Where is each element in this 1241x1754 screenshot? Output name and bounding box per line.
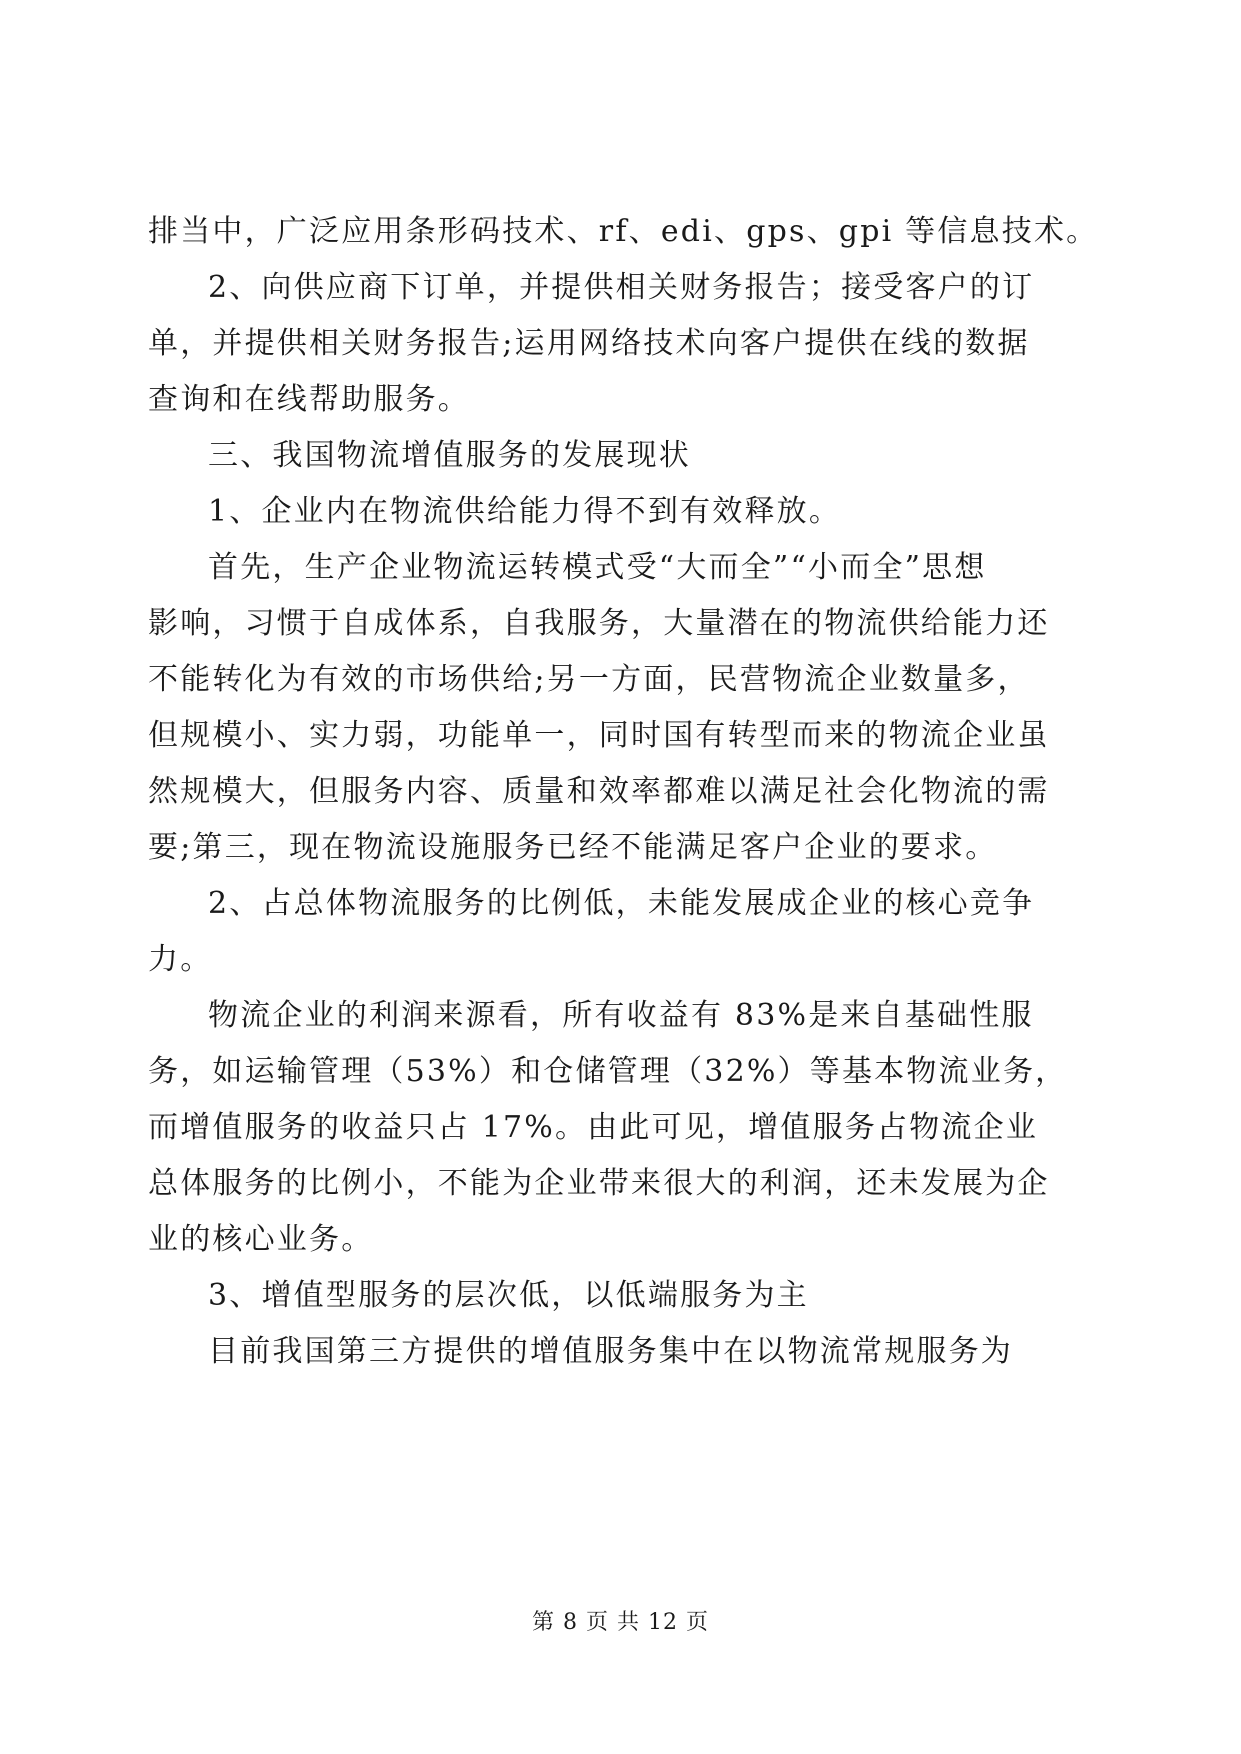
text-line: 然规模大，但服务内容、质量和效率都难以满足社会化物流的需 — [148, 774, 1050, 809]
text-line: 要;第三，现在物流设施服务已经不能满足客户企业的要求。 — [148, 830, 998, 865]
text-line: 物流企业的利润来源看，所有收益有 83%是来自基础性服 — [208, 998, 1034, 1033]
text-line: 业的核心业务。 — [148, 1222, 374, 1257]
subheading: 2、占总体物流服务的比例低，未能发展成企业的核心竞争 — [208, 886, 1035, 921]
text-line: 单，并提供相关财务报告;运用网络技术向客户提供在线的数据 — [148, 326, 1030, 361]
text-line: 而增值服务的收益只占 17%。由此可见，增值服务占物流企业 — [148, 1110, 1039, 1145]
text-line: 排当中，广泛应用条形码技术、rf、edi、gps、gpi 等信息技术。 — [148, 214, 1099, 249]
section-heading: 三、我国物流增值服务的发展现状 — [208, 438, 691, 473]
subheading: 力。 — [148, 942, 213, 977]
page-number-footer: 第 8 页 共 12 页 — [532, 1610, 709, 1635]
text-line: 目前我国第三方提供的增值服务集中在以物流常规服务为 — [208, 1334, 1013, 1369]
text-line: 影响，习惯于自成体系，自我服务，大量潜在的物流供给能力还 — [148, 606, 1050, 641]
text-line: 但规模小、实力弱，功能单一，同时国有转型而来的物流企业虽 — [148, 718, 1050, 753]
text-line: 务，如运输管理（53%）和仓储管理（32%）等基本物流业务， — [148, 1054, 1068, 1089]
text-line: 不能转化为有效的市场供给;另一方面，民营物流企业数量多， — [148, 662, 1030, 697]
text-line: 2、向供应商下订单，并提供相关财务报告；接受客户的订 — [208, 270, 1035, 305]
text-line: 总体服务的比例小，不能为企业带来很大的利润，还未发展为企 — [148, 1166, 1050, 1201]
text-line: 首先，生产企业物流运转模式受“大而全”“小而全”思想 — [208, 550, 987, 585]
text-line: 查询和在线帮助服务。 — [148, 382, 470, 417]
subheading: 1、企业内在物流供给能力得不到有效释放。 — [208, 494, 842, 529]
subheading: 3、增值型服务的层次低，以低端服务为主 — [208, 1278, 809, 1313]
